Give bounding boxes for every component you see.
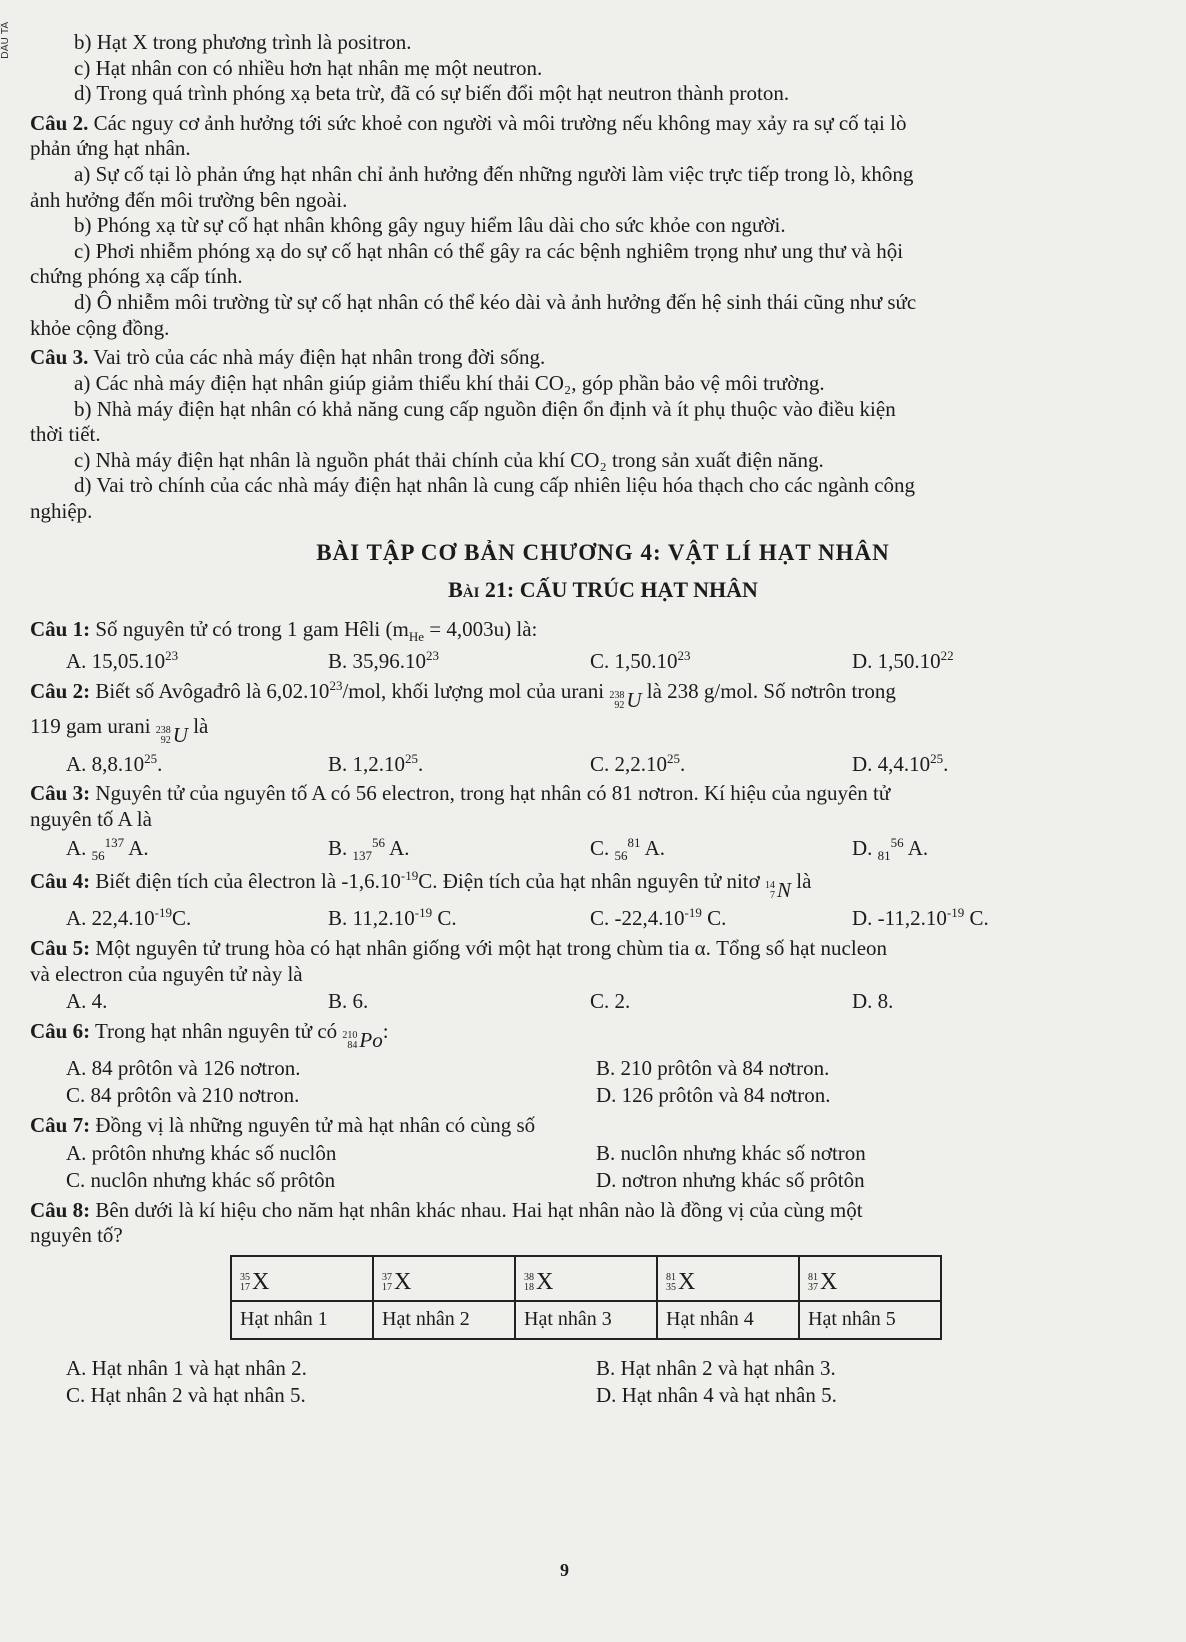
q1-c-exp: 23 — [677, 647, 691, 663]
q3-option-a[interactable] — [66, 835, 328, 864]
q3-c-sup: 81 — [627, 834, 641, 850]
q1-label: Câu 1: — [30, 617, 91, 642]
q3-options — [30, 835, 1176, 864]
cau2-stem-1: Các nguy cơ ảnh hưởng tới sức khoẻ con người và môi trường nếu không may xảy ra sự cố tại lò — [93, 110, 907, 135]
q3-a-letter: A. — [66, 835, 87, 860]
q8-stem-2: nguyên tố? — [30, 1223, 123, 1248]
q3-c-letter: C. — [590, 835, 610, 860]
cau2-stem-2: phản ứng hạt nhân. — [30, 136, 191, 161]
q2-options — [30, 751, 1176, 778]
q3-label: Câu 3: — [30, 781, 91, 806]
po-mass: 210 — [342, 1029, 358, 1041]
cau2-b: b) Phóng xạ từ sự cố hạt nhân không gây nguy hiểm lâu dài cho sức khỏe con người. — [74, 213, 786, 238]
margin-strip-text: DẦU TÂ — [0, 21, 11, 59]
q5-option-c[interactable]: C. 2. — [590, 989, 631, 1014]
q2-option-a[interactable] — [66, 751, 328, 778]
q1-option-d[interactable] — [852, 648, 1114, 675]
cau2-d-2: khỏe cộng đồng. — [30, 315, 170, 340]
cau3-label: Câu 3. — [30, 345, 89, 370]
q2-a-end: . — [157, 751, 163, 776]
q2-stem-exp: 23 — [329, 678, 343, 694]
q8-stem — [30, 1198, 1176, 1224]
q2-option-b[interactable] — [328, 751, 590, 778]
nucleus-2-name: Hạt nhân 2 — [373, 1301, 515, 1339]
nuclei-name-row — [231, 1301, 941, 1339]
nucleus-5-z: 37 — [808, 1281, 818, 1293]
q3-d-sup: 56 — [890, 834, 904, 850]
q5-options — [30, 989, 1176, 1015]
nucleus-5-name: Hạt nhân 5 — [799, 1301, 941, 1339]
nucleus-2-z: 17 — [382, 1281, 392, 1293]
q7-option-c[interactable]: C. nuclôn nhưng khác số prôtôn — [66, 1168, 336, 1193]
nucleus-3-mass: 38 — [524, 1271, 534, 1283]
q6-option-c[interactable]: C. 84 prôtôn và 210 nơtron. — [66, 1083, 300, 1108]
cau3-d-1: d) Vai trò chính của các nhà máy điện hạt nhân là cung cấp nhiên liệu hóa thạch cho các ngành công — [74, 473, 916, 498]
q8-label: Câu 8: — [30, 1197, 91, 1222]
q4-b-exp: -19 — [414, 905, 433, 921]
q3-c-sub: 56 — [614, 847, 628, 863]
u-z: 92 — [614, 700, 625, 712]
q3-d-sym: A. — [907, 835, 929, 860]
cau2-stem — [30, 111, 1176, 137]
q1-stem — [30, 617, 1176, 645]
nucleus-1-sym: X — [252, 1269, 270, 1296]
q4-a-text: A. 22,4.10 — [66, 906, 155, 931]
prev-item-b: b) Hạt X trong phương trình là positron. — [74, 30, 412, 54]
q4-d-end: C. — [964, 906, 989, 931]
cau2-label: Câu 2. — [30, 110, 89, 135]
q5-stem-2: và electron của nguyên tử này là — [30, 961, 303, 986]
q2-b-exp: 25 — [405, 750, 419, 766]
q4-option-b[interactable] — [328, 905, 590, 932]
q4-stem-c: là — [796, 868, 812, 893]
q8-option-d[interactable]: D. Hạt nhân 4 và hạt nhân 5. — [596, 1383, 837, 1408]
nucleus-4-name: Hạt nhân 4 — [657, 1301, 799, 1339]
q8-options-row2 — [30, 1383, 1176, 1409]
q1-stem-sub: He — [408, 629, 425, 645]
q3-stem-2: nguyên tố A là — [30, 806, 152, 831]
u-sym-2: U — [172, 723, 188, 748]
q3-option-d[interactable] — [852, 835, 1114, 864]
po-sym: Po — [359, 1028, 383, 1053]
q3-a-sub: 56 — [91, 847, 105, 863]
q4-a-exp: -19 — [154, 905, 173, 921]
q3-c-sym: A. — [644, 835, 666, 860]
q4-label: Câu 4: — [30, 868, 91, 893]
q3-option-b[interactable] — [328, 835, 590, 864]
q2-option-d[interactable] — [852, 751, 1114, 778]
nucleus-3-z: 18 — [524, 1281, 534, 1293]
q2-c-text: C. 2,2.10 — [590, 751, 668, 776]
u-mass: 238 — [609, 690, 625, 702]
q2-stem-2b: là — [193, 713, 209, 738]
q2-stem-2a: 119 gam urani — [30, 713, 151, 738]
nucleus-1-z: 17 — [240, 1281, 250, 1293]
q3-b-letter: B. — [328, 835, 348, 860]
q4-option-a[interactable] — [66, 905, 328, 932]
nucleus-2-sym: X — [394, 1269, 412, 1296]
q4-stem-exp: -19 — [400, 867, 419, 883]
q7-stem-text: Đồng vị là những nguyên tử mà hạt nhân có cùng số — [95, 1112, 536, 1137]
cau3-stem-text: Vai trò của các nhà máy điện hạt nhân trong đời sống. — [93, 345, 546, 370]
prev-item-d: d) Trong quá trình phóng xạ beta trừ, đã có sự biến đổi một hạt neutron thành proton. — [74, 81, 790, 106]
q1-a-exp: 23 — [165, 647, 179, 663]
n-z: 7 — [770, 889, 775, 901]
q3-d-sub: 81 — [877, 847, 891, 863]
q4-option-c[interactable] — [590, 905, 852, 932]
nucleus-2-mass: 37 — [382, 1271, 392, 1283]
q4-d-text: D. -11,2.10 — [852, 906, 947, 931]
q1-option-c[interactable] — [590, 648, 852, 675]
nucleus-1-name: Hạt nhân 1 — [231, 1301, 373, 1339]
q1-stem-end: = 4,003u) là: — [424, 617, 538, 642]
q2-stem-1a: Biết số Avôgađrô là 6,02.10 — [95, 679, 330, 704]
q2-c-end: . — [680, 751, 686, 776]
nuclei-symbol-row — [231, 1256, 941, 1301]
nucleus-4-sym: X — [678, 1269, 696, 1296]
q2-a-exp: 25 — [144, 750, 158, 766]
q6-stem-end: : — [382, 1018, 389, 1043]
nuclei-table — [230, 1255, 942, 1340]
q1-option-b[interactable] — [328, 648, 590, 675]
q4-stem-b: C. Điện tích của hạt nhân nguyên tử nitơ — [418, 868, 760, 893]
nucleus-symbol-cell — [231, 1256, 373, 1301]
q4-stem-a: Biết điện tích của êlectron là -1,6.10 — [95, 868, 401, 893]
q4-stem — [30, 868, 1176, 904]
q1-b-exp: 23 — [426, 647, 440, 663]
nucleus-symbol-cell — [373, 1256, 515, 1301]
cau3-b-1: b) Nhà máy điện hạt nhân có khả năng cung cấp nguồn điện ổn định và ít phụ thuộc vào điều kiện — [74, 396, 896, 421]
q2-label: Câu 2: — [30, 679, 91, 704]
cau3-d-2: nghiệp. — [30, 498, 93, 523]
q7-label: Câu 7: — [30, 1112, 91, 1137]
nucleus-1-mass: 35 — [240, 1271, 250, 1283]
q5-option-a[interactable]: A. 4. — [66, 989, 108, 1014]
nucleus-symbol-cell — [515, 1256, 657, 1301]
cau2-a-1: a) Sự cố tại lò phản ứng hạt nhân chỉ ảnh hưởng đến những người làm việc trực tiếp trong lò, không — [74, 162, 914, 187]
cau2-a-2: ảnh hưởng đến môi trường bên ngoài. — [30, 187, 348, 212]
q4-b-text: B. 11,2.10 — [328, 906, 415, 931]
q2-d-text: D. 4,4.10 — [852, 751, 931, 776]
q6-option-d[interactable]: D. 126 prôtôn và 84 nơtron. — [596, 1083, 831, 1108]
cau3-c: c) Nhà máy điện hạt nhân là nguồn phát thải chính của khí CO₂ trong sản xuất điện năng. — [74, 447, 824, 472]
q4-options — [30, 905, 1176, 932]
n-mass: 14 — [765, 879, 775, 891]
q7-stem — [30, 1113, 1176, 1139]
nucleus-5-mass: 81 — [808, 1271, 818, 1283]
q5-stem-1: Một nguyên tử trung hòa có hạt nhân giống với một hạt trong chùm tia α. Tổng số hạt nucleon — [95, 936, 888, 961]
nucleus-symbol-cell — [657, 1256, 799, 1301]
uranium-symbol-2 — [156, 723, 188, 749]
q6-options-row2 — [30, 1083, 1176, 1109]
lesson-subheading: Bài 21: CẤU TRÚC HẠT NHÂN — [448, 576, 758, 602]
uranium-symbol — [609, 688, 641, 714]
q3-b-sym: A. — [389, 835, 410, 860]
q3-stem-1: Nguyên tử của nguyên tố A có 56 electron, trong hạt nhân có 81 nơtron. Kí hiệu của nguyên tử — [95, 781, 891, 806]
q4-b-end: C. — [432, 906, 457, 931]
q4-c-end: C. — [701, 906, 727, 931]
q8-stem-1: Bên dưới là kí hiệu cho năm hạt nhân khác nhau. Hai hạt nhân nào là đồng vị của cùng một — [95, 1197, 863, 1222]
q7-options-row1 — [30, 1141, 1176, 1167]
po-z: 84 — [347, 1039, 358, 1051]
q5-option-d[interactable]: D. 8. — [852, 989, 894, 1014]
q2-b-end: . — [418, 751, 424, 776]
q2-c-exp: 25 — [667, 750, 681, 766]
q3-option-c[interactable] — [590, 835, 852, 864]
nucleus-3-name: Hạt nhân 3 — [515, 1301, 657, 1339]
q6-option-a[interactable]: A. 84 prôtôn và 126 nơtron. — [66, 1055, 301, 1080]
q7-option-a[interactable]: A. prôtôn nhưng khác số nuclôn — [66, 1140, 337, 1165]
q1-d-exp: 22 — [940, 647, 954, 663]
cau2-c-2: chứng phóng xạ cấp tính. — [30, 264, 243, 289]
u-mass-2: 238 — [155, 724, 171, 736]
prev-item-c: c) Hạt nhân con có nhiều hơn hạt nhân mẹ một neutron. — [74, 55, 543, 80]
q8-option-b[interactable]: B. Hạt nhân 2 và hạt nhân 3. — [596, 1355, 836, 1380]
q4-d-exp: -19 — [946, 905, 965, 921]
q3-b-sub: 137 — [352, 847, 373, 863]
q3-a-sym: A. — [128, 835, 149, 860]
page-number: 9 — [560, 1560, 569, 1580]
polonium-symbol — [342, 1028, 382, 1054]
q6-options-row1 — [30, 1056, 1176, 1082]
q4-c-text: C. -22,4.10 — [590, 906, 685, 931]
cau3-b-2: thời tiết. — [30, 422, 101, 447]
q2-stem-line2 — [30, 714, 1176, 749]
q1-option-a[interactable] — [66, 648, 328, 675]
nucleus-4-mass: 81 — [666, 1271, 676, 1283]
cau3-a: a) Các nhà máy điện hạt nhân giúp giảm thiểu khí thải CO₂, góp phần bảo vệ môi trường. — [74, 370, 825, 395]
q1-d-text: D. 1,50.10 — [852, 648, 941, 673]
q2-stem — [30, 678, 1176, 714]
nucleus-symbol-cell — [799, 1256, 941, 1301]
q3-b-sup: 56 — [372, 834, 386, 850]
q2-b-text: B. 1,2.10 — [328, 751, 406, 776]
q3-a-sup: 137 — [104, 834, 125, 850]
cau2-c-1: c) Phơi nhiễm phóng xạ do sự cố hạt nhân có thể gây ra các bệnh nghiêm trọng như ung thư và hội — [74, 238, 904, 263]
u-sym: U — [626, 688, 642, 713]
q7-option-d[interactable]: D. nơtron nhưng khác số prôtôn — [596, 1168, 865, 1193]
q1-options — [30, 648, 1176, 675]
q3-stem — [30, 781, 1176, 807]
q6-option-b[interactable]: B. 210 prôtôn và 84 nơtron. — [596, 1055, 830, 1080]
q2-a-text: A. 8,8.10 — [66, 751, 145, 776]
q6-stem-text: Trong hạt nhân nguyên tử có — [94, 1018, 338, 1043]
q6-label: Câu 6: — [30, 1018, 91, 1043]
q7-option-b[interactable]: B. nuclôn nhưng khác số nơtron — [596, 1140, 866, 1165]
q1-c-text: C. 1,50.10 — [590, 648, 678, 673]
nucleus-4-z: 35 — [666, 1281, 676, 1293]
q2-d-end: . — [943, 751, 949, 776]
q3-d-letter: D. — [852, 835, 873, 860]
q2-option-c[interactable] — [590, 751, 852, 778]
worksheet-page — [30, 30, 1176, 1411]
nitrogen-symbol — [765, 878, 791, 904]
q2-stem-1b: /mol, khối lượng mol của urani — [342, 679, 605, 704]
chapter-heading: BÀI TẬP CƠ BẢN CHƯƠNG 4: VẬT LÍ HẠT NHÂN — [316, 539, 890, 565]
nucleus-5-sym: X — [820, 1269, 838, 1296]
q4-option-d[interactable] — [852, 905, 1114, 932]
q4-c-exp: -19 — [684, 905, 702, 921]
cau2-d-1: d) Ô nhiễm môi trường từ sự cố hạt nhân có thể kéo dài và ảnh hưởng đến hệ sinh thái cũng như sức — [74, 290, 917, 315]
q6-stem — [30, 1019, 1176, 1054]
q4-a-end: C. — [172, 906, 192, 931]
q8-options-row1 — [30, 1356, 1176, 1382]
u-z-2: 92 — [160, 734, 171, 746]
cau3-stem — [30, 345, 1176, 371]
q5-label: Câu 5: — [30, 936, 91, 961]
n-sym: N — [777, 877, 792, 902]
q1-a-text: A. 15,05.10 — [66, 648, 166, 673]
q2-d-exp: 25 — [930, 750, 944, 766]
q8-option-c[interactable]: C. Hạt nhân 2 và hạt nhân 5. — [66, 1383, 306, 1408]
q7-options-row2 — [30, 1168, 1176, 1194]
q1-b-text: B. 35,96.10 — [328, 648, 427, 673]
q5-option-b[interactable]: B. 6. — [328, 989, 369, 1014]
q5-stem — [30, 936, 1176, 962]
nucleus-3-sym: X — [536, 1269, 554, 1296]
q8-option-a[interactable]: A. Hạt nhân 1 và hạt nhân 2. — [66, 1355, 307, 1380]
q2-stem-1c: là 238 g/mol. Số nơtrôn trong — [646, 679, 896, 704]
q1-stem-text: Số nguyên tử có trong 1 gam Hêli (m — [95, 617, 409, 642]
